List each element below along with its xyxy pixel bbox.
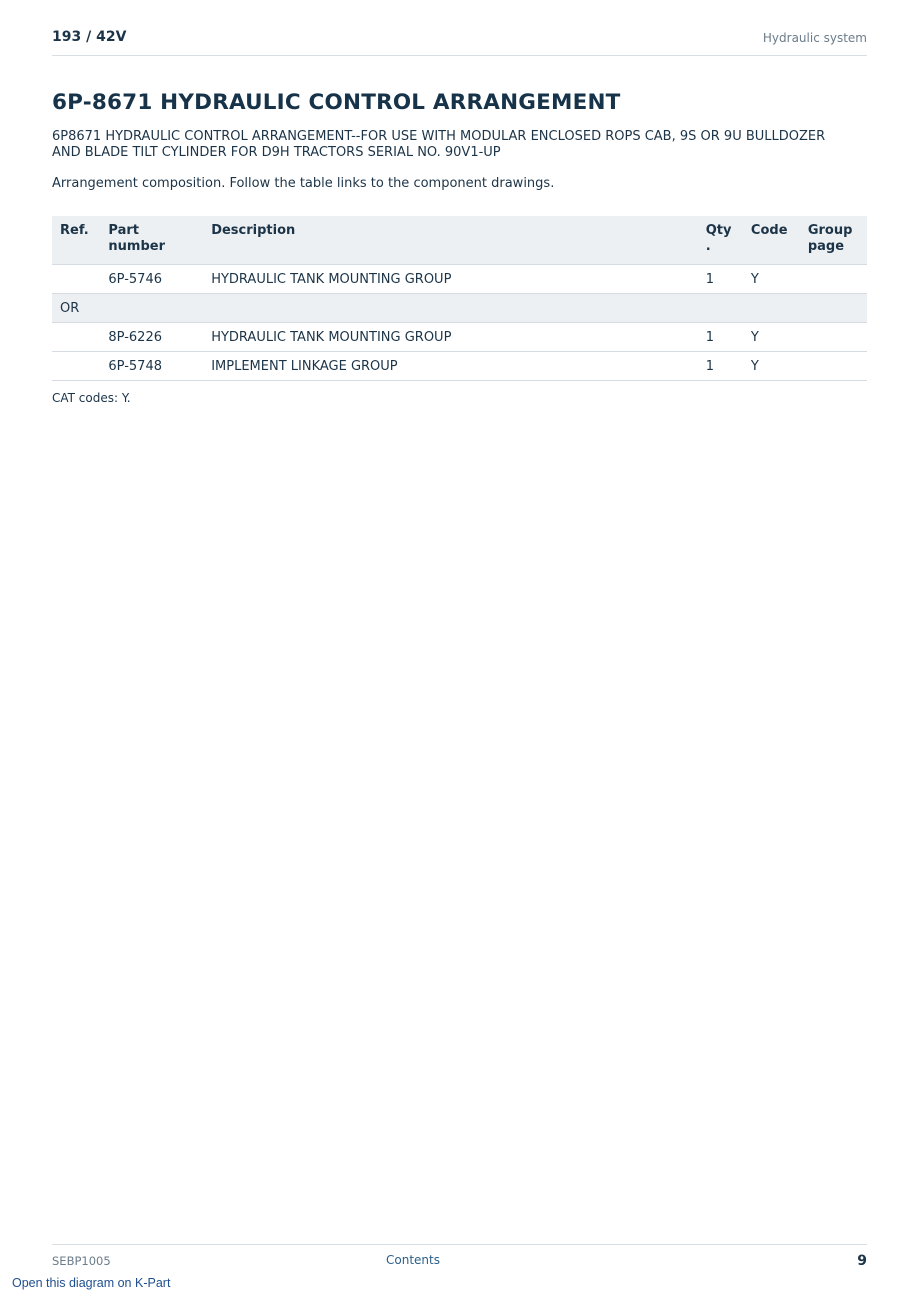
qty-cell: 1 xyxy=(698,265,743,294)
description-cell: HYDRAULIC TANK MOUNTING GROUP xyxy=(203,323,698,352)
description-cell: HYDRAULIC TANK MOUNTING GROUP xyxy=(203,265,698,294)
page-header xyxy=(52,28,867,56)
or-label: OR xyxy=(52,294,867,323)
table-row[interactable] xyxy=(52,352,867,381)
page-reference: 193 / 42V xyxy=(52,29,127,45)
table-header-row xyxy=(52,216,867,265)
col-description-header: Description xyxy=(203,216,698,265)
part-number-cell[interactable]: 6P-5748 xyxy=(100,352,203,381)
part-number-cell[interactable]: 6P-5746 xyxy=(100,265,203,294)
table-row[interactable] xyxy=(52,265,867,294)
code-cell: Y xyxy=(743,323,800,352)
part-number-cell[interactable]: 8P-6226 xyxy=(100,323,203,352)
open-in-kpart-link[interactable]: Open this diagram on K-Part xyxy=(12,1276,171,1290)
ref-cell xyxy=(52,352,100,381)
page-title: 6P-8671 HYDRAULIC CONTROL ARRANGEMENT xyxy=(52,90,621,115)
page-footer xyxy=(52,1244,867,1275)
arrangement-description: 6P8671 HYDRAULIC CONTROL ARRANGEMENT--FOR USE WITH MODULAR ENCLOSED ROPS CAB, 9S OR 9U BULLDOZER AND BLADE TILT CYLINDER FOR D9H TRACTORS SERIAL NO. 90V1-UP xyxy=(52,129,826,160)
col-group-page-header: Group page xyxy=(800,216,867,265)
qty-cell: 1 xyxy=(698,323,743,352)
ref-cell xyxy=(52,323,100,352)
table-header xyxy=(52,216,867,265)
intro-text: Arrangement composition. Follow the table links to the component drawings. xyxy=(52,176,555,191)
document-id: SEBP1005 xyxy=(52,1254,111,1268)
ref-cell xyxy=(52,265,100,294)
col-part-number-header: Part number xyxy=(100,216,203,265)
group-page-cell[interactable] xyxy=(800,352,867,381)
table-body xyxy=(52,265,867,381)
contents-link[interactable]: Contents xyxy=(386,1253,440,1267)
col-ref-header: Ref. xyxy=(52,216,100,265)
group-page-cell[interactable] xyxy=(800,265,867,294)
group-page-cell[interactable] xyxy=(800,323,867,352)
code-cell: Y xyxy=(743,265,800,294)
page-number: 9 xyxy=(857,1253,867,1269)
cat-codes-note: CAT codes: Y. xyxy=(52,391,131,405)
col-code-header: Code xyxy=(743,216,800,265)
qty-cell: 1 xyxy=(698,352,743,381)
or-separator-row xyxy=(52,294,867,323)
section-name: Hydraulic system xyxy=(762,31,867,45)
col-qty-header: Qty . xyxy=(698,216,743,265)
parts-table xyxy=(52,216,867,381)
document-page xyxy=(52,0,867,1300)
description-cell: IMPLEMENT LINKAGE GROUP xyxy=(203,352,698,381)
code-cell: Y xyxy=(743,352,800,381)
table-row[interactable] xyxy=(52,323,867,352)
